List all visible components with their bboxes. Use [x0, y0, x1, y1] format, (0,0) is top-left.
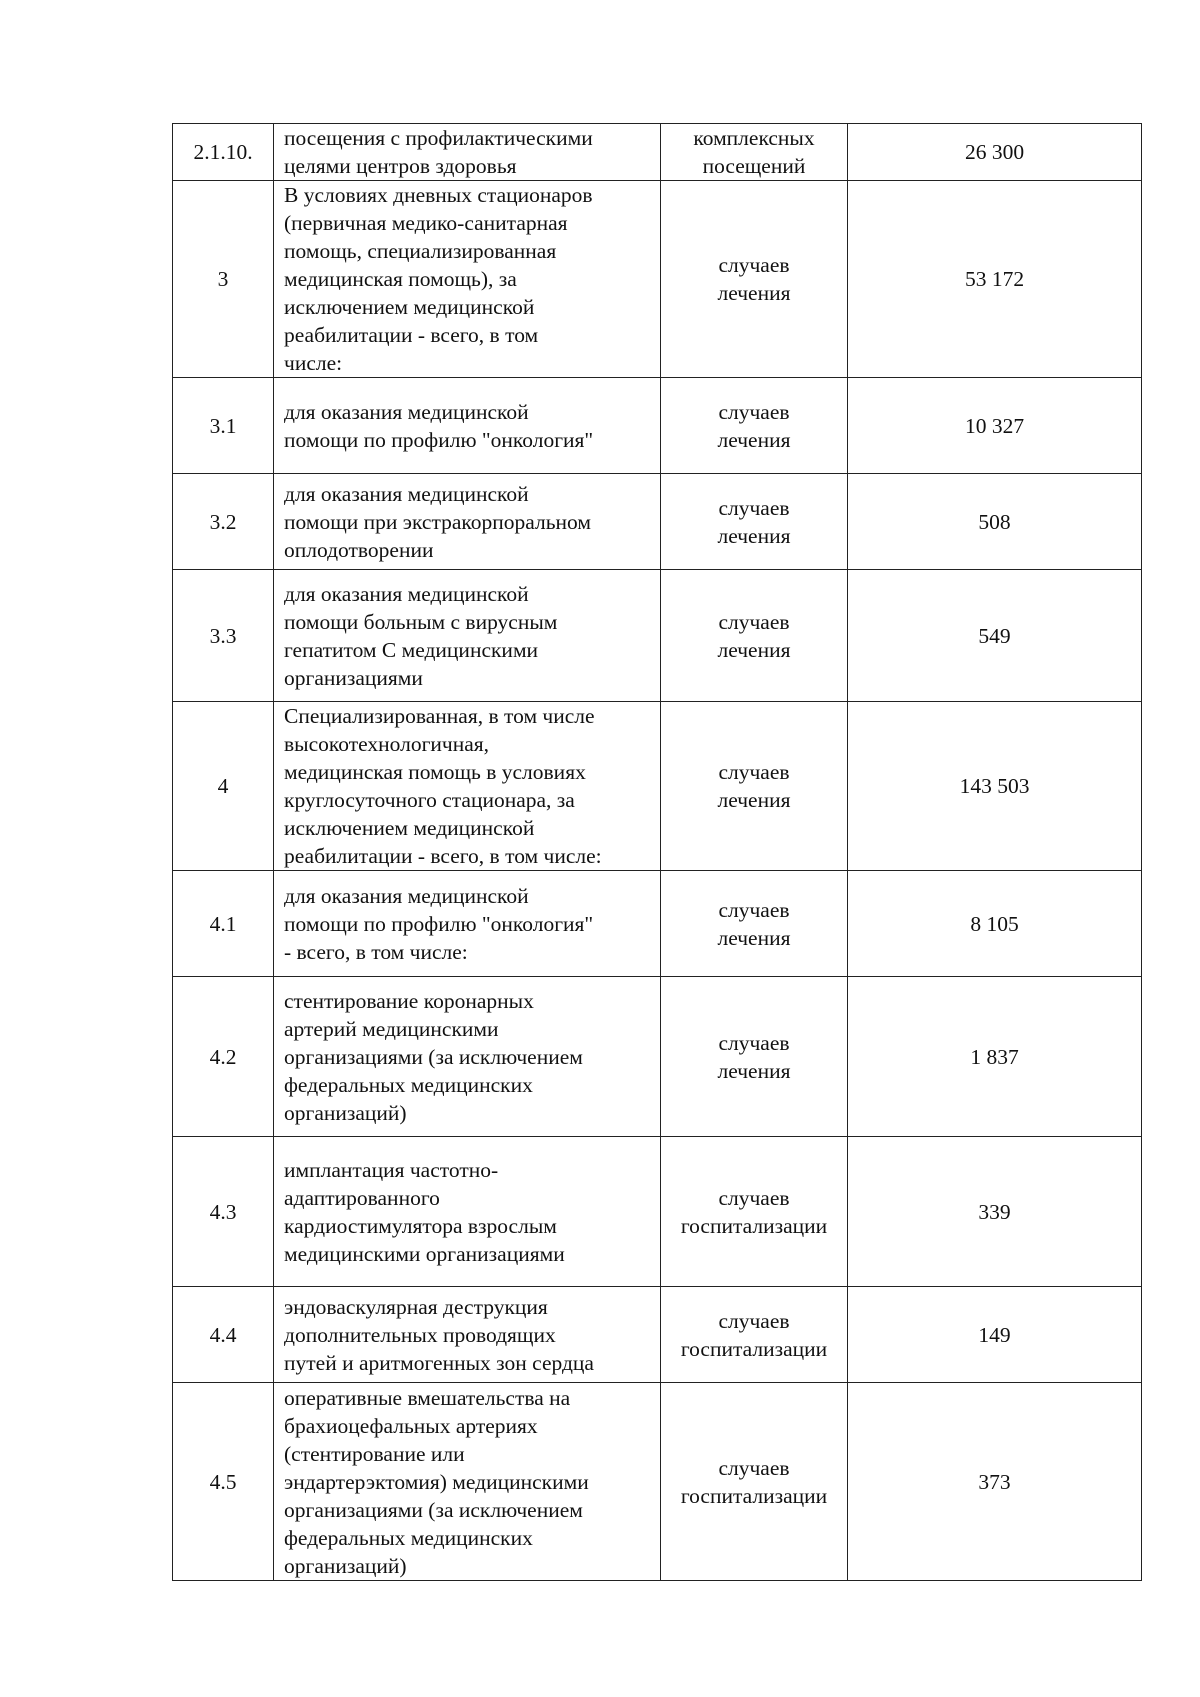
- row-value: 26 300: [848, 124, 1142, 181]
- row-description: стентирование коронарных артерий медицинскими организациями (за исключением федеральных медицинских организаций): [274, 977, 661, 1137]
- row-number: 4.5: [173, 1383, 274, 1581]
- row-value: 149: [848, 1287, 1142, 1383]
- row-number: 3.1: [173, 378, 274, 474]
- row-value: 508: [848, 474, 1142, 570]
- row-description: для оказания медицинской помощи по профилю "онкология": [274, 378, 661, 474]
- row-value: 143 503: [848, 702, 1142, 871]
- table-body: [173, 124, 1142, 1581]
- row-description: эндоваскулярная деструкция дополнительных проводящих путей и аритмогенных зон сердца: [274, 1287, 661, 1383]
- row-unit: случаев госпитализации: [661, 1383, 848, 1581]
- table-row: [173, 474, 1142, 570]
- row-number: 4.1: [173, 871, 274, 977]
- table-row: [173, 871, 1142, 977]
- row-unit: случаев лечения: [661, 474, 848, 570]
- table-row: [173, 1137, 1142, 1287]
- row-value: 339: [848, 1137, 1142, 1287]
- table-row: [173, 378, 1142, 474]
- row-value: 8 105: [848, 871, 1142, 977]
- table-row: [173, 977, 1142, 1137]
- row-unit: случаев госпитализации: [661, 1137, 848, 1287]
- table-row: [173, 570, 1142, 702]
- row-number: 3.3: [173, 570, 274, 702]
- row-unit: случаев лечения: [661, 378, 848, 474]
- row-number: 3.2: [173, 474, 274, 570]
- row-value: 1 837: [848, 977, 1142, 1137]
- row-number: 2.1.10.: [173, 124, 274, 181]
- row-unit: случаев лечения: [661, 977, 848, 1137]
- row-value: 53 172: [848, 181, 1142, 378]
- row-description: для оказания медицинской помощи по профилю "онкология" - всего, в том числе:: [274, 871, 661, 977]
- table-row: [173, 702, 1142, 871]
- row-number: 4: [173, 702, 274, 871]
- table-row: [173, 181, 1142, 378]
- row-description: оперативные вмешательства на брахиоцефальных артериях (стентирование или эндартерэктомия) медицинскими организациями (за исключением федеральных медицинских организаций): [274, 1383, 661, 1581]
- row-unit: случаев лечения: [661, 570, 848, 702]
- row-value: 10 327: [848, 378, 1142, 474]
- row-number: 3: [173, 181, 274, 378]
- table-row: [173, 124, 1142, 181]
- row-description: для оказания медицинской помощи больным с вирусным гепатитом С медицинскими организациями: [274, 570, 661, 702]
- row-unit: случаев лечения: [661, 702, 848, 871]
- row-unit: случаев лечения: [661, 871, 848, 977]
- row-unit: случаев лечения: [661, 181, 848, 378]
- row-value: 373: [848, 1383, 1142, 1581]
- row-unit: случаев госпитализации: [661, 1287, 848, 1383]
- row-description: В условиях дневных стационаров (первичная медико-санитарная помощь, специализированная медицинская помощь), за исключением медицинской реабилитации - всего, в том числе:: [274, 181, 661, 378]
- table-row: [173, 1383, 1142, 1581]
- row-number: 4.2: [173, 977, 274, 1137]
- row-description: Специализированная, в том числе высокотехнологичная, медицинская помощь в условиях круглосуточного стационара, за исключением медицинской реабилитации - всего, в том числе:: [274, 702, 661, 871]
- row-description: для оказания медицинской помощи при экстракорпоральном оплодотворении: [274, 474, 661, 570]
- row-description: имплантация частотно- адаптированного кардиостимулятора взрослым медицинскими организациями: [274, 1137, 661, 1287]
- row-number: 4.4: [173, 1287, 274, 1383]
- volume-table: [172, 123, 1142, 1581]
- row-description: посещения с профилактическими целями центров здоровья: [274, 124, 661, 181]
- row-number: 4.3: [173, 1137, 274, 1287]
- row-unit: комплексных посещений: [661, 124, 848, 181]
- table-row: [173, 1287, 1142, 1383]
- row-value: 549: [848, 570, 1142, 702]
